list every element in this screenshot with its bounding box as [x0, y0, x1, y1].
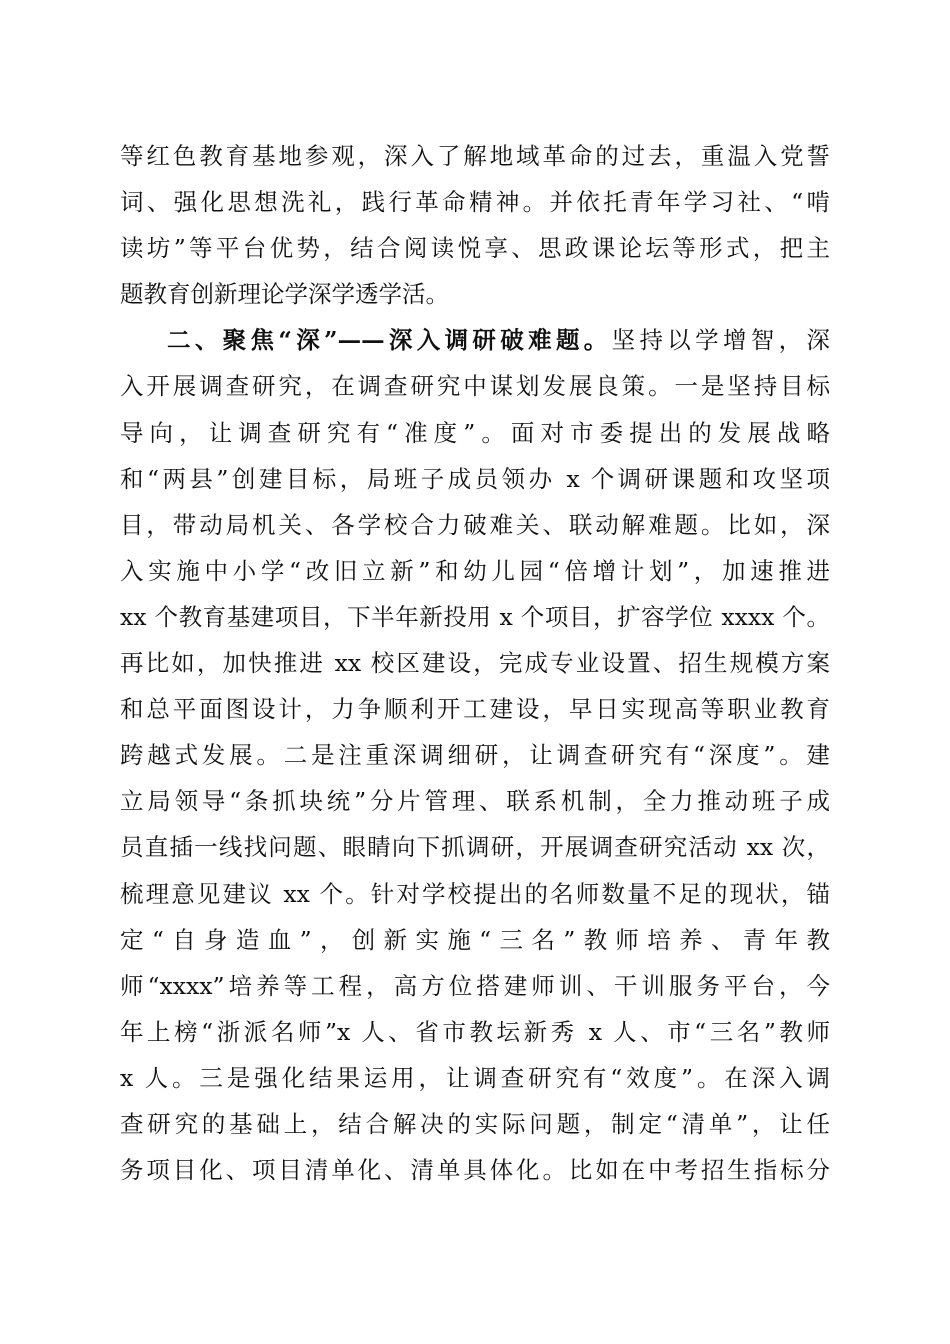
body-text-line: 年上榜“浙派名师”x 人、省市教坛新秀 x 人、市“三名”教师	[120, 1017, 830, 1046]
body-text-line: 立局领导“条抓块统”分片管理、联系机制，全力推动班子成	[120, 787, 830, 816]
body-text-line: 务项目化、项目清单化、清单具体化。比如在中考招生指标分	[120, 1156, 830, 1185]
body-text-line: 师“xxxx”培养等工程，高方位搭建师训、干训服务平台，今	[120, 971, 830, 1000]
body-text-line: 导向，让调查研究有“准度”。面对市委提出的发展战略	[120, 418, 830, 447]
body-text-line: 查研究的基础上，结合解决的实际问题，制定“清单”，让任	[120, 1109, 830, 1138]
section-heading-line	[120, 317, 830, 363]
body-text-line: xx 个教育基建项目，下半年新投用 x 个项目，扩容学位 xxxx 个。	[120, 602, 830, 631]
body-text-line: 词、强化思想洗礼，践行革命精神。并依托青年学习社、“啃	[120, 188, 830, 217]
body-text-line: 读坊”等平台优势，结合阅读悦享、思政课论坛等形式，把主	[120, 234, 830, 263]
document-body	[120, 133, 830, 1193]
body-text-line: 和“两县”创建目标，局班子成员领办 x 个调研课题和攻坚项	[120, 464, 830, 493]
body-text-line: x 人。三是强化结果运用，让调查研究有“效度”。在深入调	[120, 1063, 830, 1092]
body-text-line: 目，带动局机关、各学校合力破难关、联动解难题。比如，深	[120, 510, 830, 539]
body-text-line: 员直插一线找问题、眼睛向下抓调研，开展调查研究活动 xx 次，	[120, 833, 830, 862]
section-heading: 二、聚焦“深”——深入调研破难题。	[167, 326, 612, 355]
body-text-line: 定“自身造血”，创新实施“三名”教师培养、青年教	[120, 925, 830, 954]
body-text-line: 再比如，加快推进 xx 校区建设，完成专业设置、招生规模方案	[120, 649, 830, 678]
body-text-line: 题教育创新理论学深学透学活。	[120, 280, 449, 309]
body-text-line: 跨越式发展。二是注重深调细研，让调查研究有“深度”。建	[120, 741, 830, 770]
body-text-line: 梳理意见建议 xx 个。针对学校提出的名师数量不足的现状，锚	[120, 879, 830, 908]
body-text-line: 等红色教育基地参观，深入了解地域革命的过去，重温入党誓	[120, 142, 830, 170]
body-text-line: 入实施中小学“改旧立新”和幼儿园“倍增计划”，加速推进	[120, 556, 830, 585]
body-text-line: 入开展调查研究，在调查研究中谋划发展良策。一是坚持目标	[120, 372, 830, 401]
body-text-line: 和总平面图设计，力争顺利开工建设，早日实现高等职业教育	[120, 695, 830, 724]
body-text: 坚持以学增智，深	[611, 326, 830, 355]
